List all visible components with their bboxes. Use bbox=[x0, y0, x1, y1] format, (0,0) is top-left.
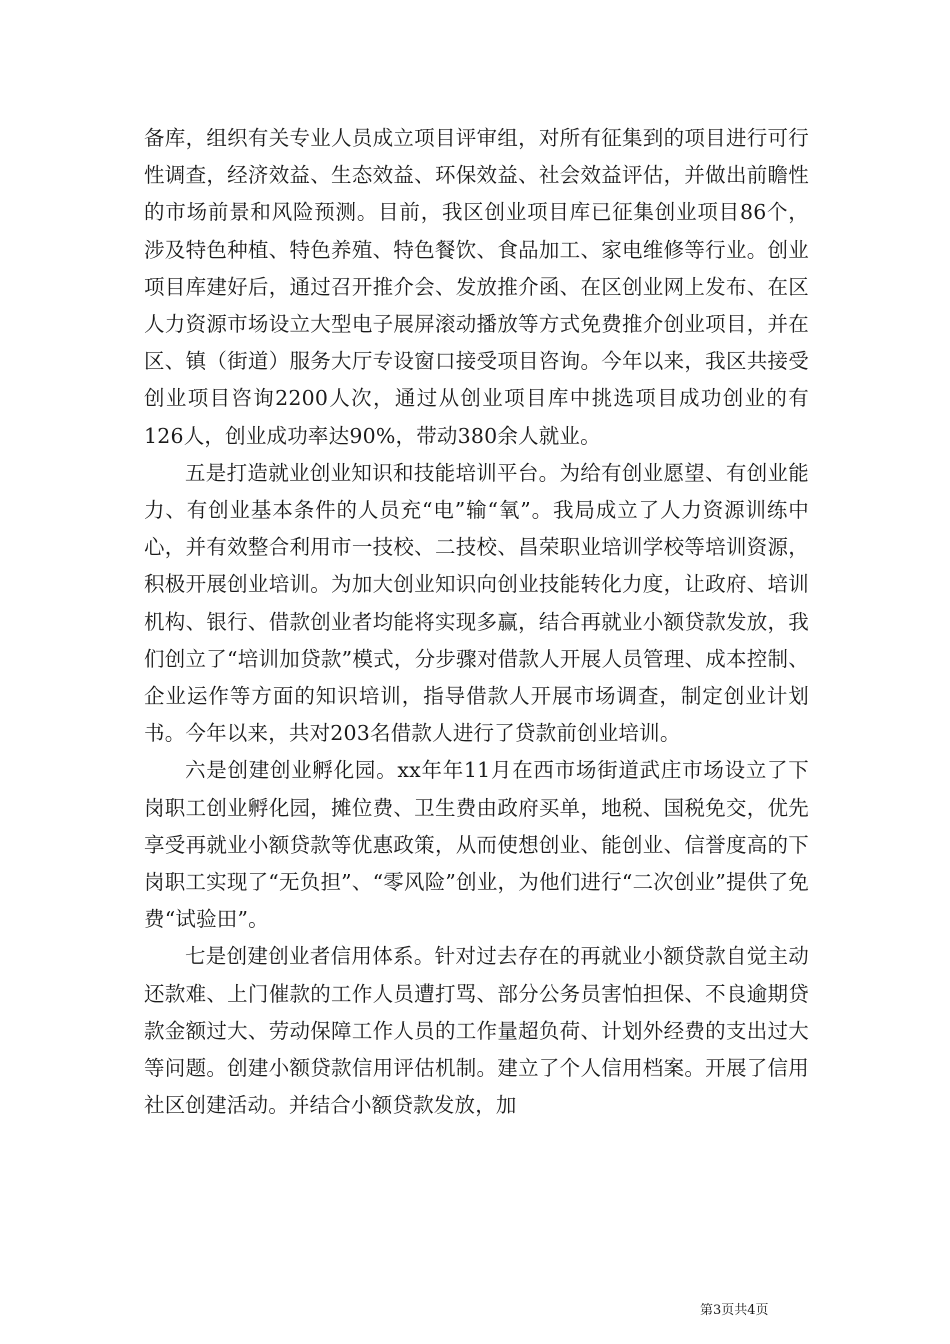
paragraph-incubator: 六是创建创业孵化园。xx年年11月在西市场街道武庄市场设立了下岗职工创业孵化园，摊位费、卫生费由政府买单，地税、国税免交，优先享受再就业小额贷款等优惠政策，从而使想创业、能创业、信誉度高的下岗职工实现了“无负担”、“零风险”创业，为他们进行“二次创业”提供了免费“试验田”。 bbox=[144, 758, 809, 932]
paragraph-credit-system: 七是创建创业者信用体系。针对过去存在的再就业小额贷款自觉主动还款难、上门催款的工作人员遭打骂、部分公务员害怕担保、不良逾期贷款金额过大、劳动保障工作人员的工作量超负荷、计划外经费的支出过大等问题。创建小额贷款信用评估机制。建立了个人信用档案。开展了信用社区创建活动。并结合小额贷款发放，加 bbox=[144, 944, 809, 1118]
paragraph-training-platform: 五是打造就业创业知识和技能培训平台。为给有创业愿望、有创业能力、有创业基本条件的人员充“电”输“氧”。我局成立了人力资源训练中心，并有效整合利用市一技校、二技校、昌荣职业培训学校等培训资源，积极开展创业培训。为加大创业知识向创业技能转化力度，让政府、培训机构、银行、借款创业者均能将实现多赢，结合再就业小额贷款发放，我们创立了“培训加贷款”模式，分步骤对借款人开展人员管理、成本控制、企业运作等方面的知识培训，指导借款人开展市场调查，制定创业计划书。今年以来，共对203名借款人进行了贷款前创业培训。 bbox=[144, 460, 809, 746]
page-number-footer: 第3页共4页 bbox=[700, 1303, 769, 1318]
paragraph-continuation: 备库，组织有关专业人员成立项目评审组，对所有征集到的项目进行可行性调查，经济效益、生态效益、环保效益、社会效益评估，并做出前瞻性的市场前景和风险预测。目前，我区创业项目库已征集创业项目86个，涉及特色种植、特色养殖、特色餐饮、食品加工、家电维修等行业。创业项目库建好后，通过召开推介会、发放推介函、在区创业网上发布、在区人力资源市场设立大型电子展屏滚动播放等方式免费推介创业项目，并在区、镇（街道）服务大厅专设窗口接受项目咨询。今年以来，我区共接受创业项目咨询2200人次，通过从创业项目库中挑选项目成功创业的有126人，创业成功率达90%，带动380余人就业。 bbox=[144, 126, 809, 448]
body-text bbox=[144, 120, 809, 1124]
